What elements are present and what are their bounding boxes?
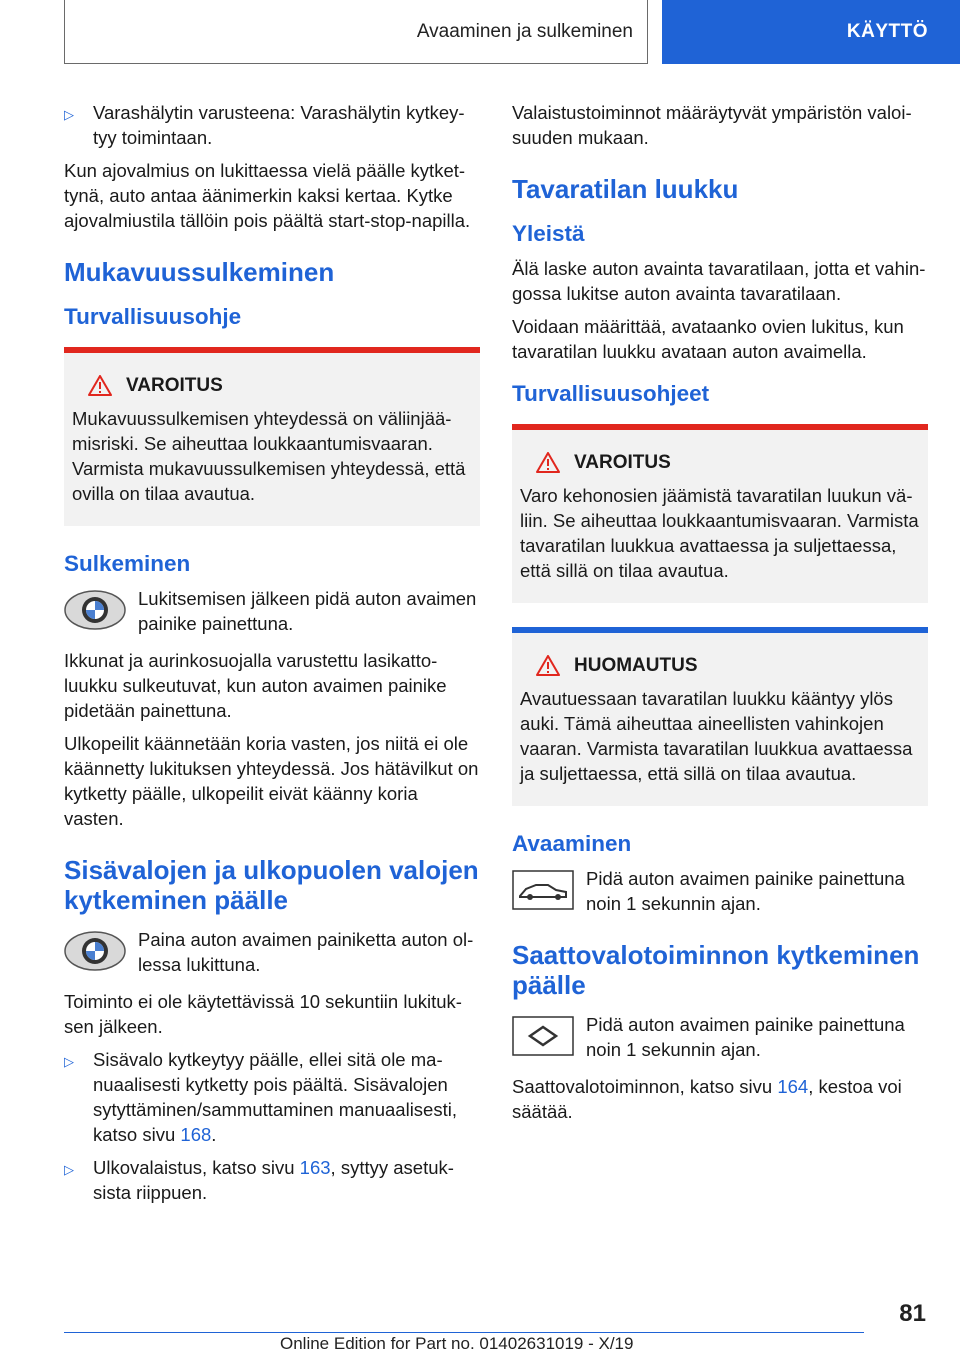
bullet-text-part: Sisävalo kytkeytyy päälle, ellei sitä ole manuaalisesti kytketty pois päältä. Sisävalojen sytyttäminen/sammuttaminen manuaalisesti, katso sivu xyxy=(93,1049,457,1145)
footer-edition: Online Edition for Part no. 01402631019 - X/19 xyxy=(280,1334,634,1353)
paragraph: Kun ajovalmius on lukittaessa vielä päälle kytkettynä, auto antaa äänimerkin kaksi kertaa. Kytke ajovalmiustila tällöin pois päältä start-stop-napilla. xyxy=(64,160,471,231)
instruction-text: Pidä auton avaimen painike painettuna noin 1 sekunnin ajan. xyxy=(586,1014,905,1060)
heading-lights: Sisävalojen ja ulkopuolen valojen kytkeminen päälle xyxy=(64,855,479,915)
bmw-key-icon xyxy=(64,590,126,630)
triangle-bullet-icon: ▷ xyxy=(64,1054,74,1069)
list-item xyxy=(64,100,480,150)
list-item xyxy=(64,1047,480,1147)
heading-closing: Sulkeminen xyxy=(64,551,191,576)
heading-safety: Turvallisuusohje xyxy=(64,304,242,329)
bullet-text: Varashälytin varusteena: Varashälytin kytkeytyy toimintaan. xyxy=(93,102,465,148)
warning-text: Mukavuussulkemisen yhteydessä on väliinjäämisriski. Se aiheuttaa loukkaantumisvaaran. Varmista mukavuussulkemisen yhteydessä, että ovilla on tilaa avautua. xyxy=(72,408,466,504)
page-number: 81 xyxy=(899,1300,926,1327)
heading-general: Yleistä xyxy=(512,221,585,246)
instruction-with-icon xyxy=(64,927,480,977)
car-tailgate-icon xyxy=(512,870,574,910)
paragraph: Voidaan määrittää, avataanko ovien lukitus, kun tavaratilan luukku avataan auton avaimella. xyxy=(512,316,904,362)
page-link-163[interactable]: 163 xyxy=(299,1157,331,1178)
warning-box xyxy=(64,347,480,526)
paragraph-part: Saattovalotoiminnon, katso sivu xyxy=(512,1076,778,1097)
bullet-text-part: . xyxy=(211,1124,217,1145)
page-link-164[interactable]: 164 xyxy=(777,1076,809,1097)
chapter-title-text: KÄYTTÖ xyxy=(846,21,928,42)
warning-triangle-icon xyxy=(88,375,112,396)
left-column xyxy=(64,100,480,1213)
page-link-168[interactable]: 168 xyxy=(180,1124,212,1145)
instruction-with-icon xyxy=(512,866,928,916)
paragraph-part: , kestoa voi säätää. xyxy=(512,1076,902,1122)
section-title-text: Avaaminen ja sulkeminen xyxy=(416,20,633,42)
warning-text: Varo kehonosien jäämistä tavaratilan luukun väliin. Se aiheuttaa loukkaantumisvaaran. Varmista tavaratilan luukkua avattaessa ja suljettaessa, että sillä on tilaa avautua. xyxy=(520,485,919,581)
bullet-text-part: Ulkovalaistus, katso sivu xyxy=(93,1157,300,1178)
paragraph: Toiminto ei ole käytettävissä 10 sekuntiin lukituksen jälkeen. xyxy=(64,991,462,1037)
instruction-text: Pidä auton avaimen painike painettuna noin 1 sekunnin ajan. xyxy=(586,868,905,914)
footer-divider xyxy=(64,1332,864,1333)
paragraph: Älä laske auton avainta tavaratilaan, jotta et vahingossa lukitse auton avainta tavaratilaan. xyxy=(512,258,926,304)
follow-me-light-icon xyxy=(512,1016,574,1056)
list-item xyxy=(64,1155,480,1205)
warning-title: VAROITUS xyxy=(126,375,223,396)
right-column xyxy=(512,100,928,1132)
notice-text: Avautuessaan tavaratilan luukku kääntyy ylös auki. Tämä aiheuttaa aineellisten vahinkojen vaaran. Varmista tavaratilan luukkua avattaessa ja suljettaessa, että sillä on tilaa avautua. xyxy=(520,688,913,784)
instruction-text: Lukitsemisen jälkeen pidä auton avaimen painike painettuna. xyxy=(138,588,477,634)
header-section-title xyxy=(64,0,648,64)
header-chapter-tab[interactable] xyxy=(662,0,960,64)
paragraph: Ulkopeilit käännetään koria vasten, jos niitä ei ole käännetty lukituksen yhteydessä. Jos hätävilkut on kytketty päälle, ulkopeilit eivät käänny koria vasten. xyxy=(64,733,479,829)
paragraph: Valaistustoiminnot määräytyvät ympäristön valoisuuden mukaan. xyxy=(512,102,912,148)
warning-header xyxy=(520,450,920,475)
bullet-text xyxy=(93,1155,480,1205)
instruction-with-icon xyxy=(64,586,480,636)
heading-comfort-closing: Mukavuussulkeminen xyxy=(64,257,335,287)
warning-header xyxy=(72,373,472,398)
bmw-key-icon xyxy=(64,931,126,971)
paragraph: Ikkunat ja aurinkosuojalla varustettu lasikattoluukku sulkeutuvat, kun auton avaimen painike pidetään painettuna. xyxy=(64,650,447,721)
triangle-bullet-icon: ▷ xyxy=(64,107,74,122)
heading-tailgate: Tavaratilan luukku xyxy=(512,174,739,204)
triangle-bullet-icon: ▷ xyxy=(64,1162,74,1177)
heading-opening: Avaaminen xyxy=(512,831,632,856)
notice-box xyxy=(512,627,928,806)
heading-safety-notes: Turvallisuusohjeet xyxy=(512,381,710,406)
warning-title: VAROITUS xyxy=(574,452,671,473)
warning-triangle-icon xyxy=(536,655,560,676)
bullet-text-part: , syttyy asetuksista riippuen. xyxy=(93,1157,454,1203)
heading-follow-me-home: Saattovalotoiminnon kytkeminen päälle xyxy=(512,940,920,1000)
instruction-with-icon xyxy=(512,1012,928,1062)
warning-triangle-icon xyxy=(536,452,560,473)
paragraph xyxy=(512,1074,928,1124)
instruction-text: Paina auton avaimen painiketta auton ollessa lukittuna. xyxy=(138,929,474,975)
notice-header xyxy=(520,653,920,678)
bullet-text xyxy=(93,1047,480,1147)
notice-title: HUOMAUTUS xyxy=(574,655,698,676)
warning-box xyxy=(512,424,928,603)
